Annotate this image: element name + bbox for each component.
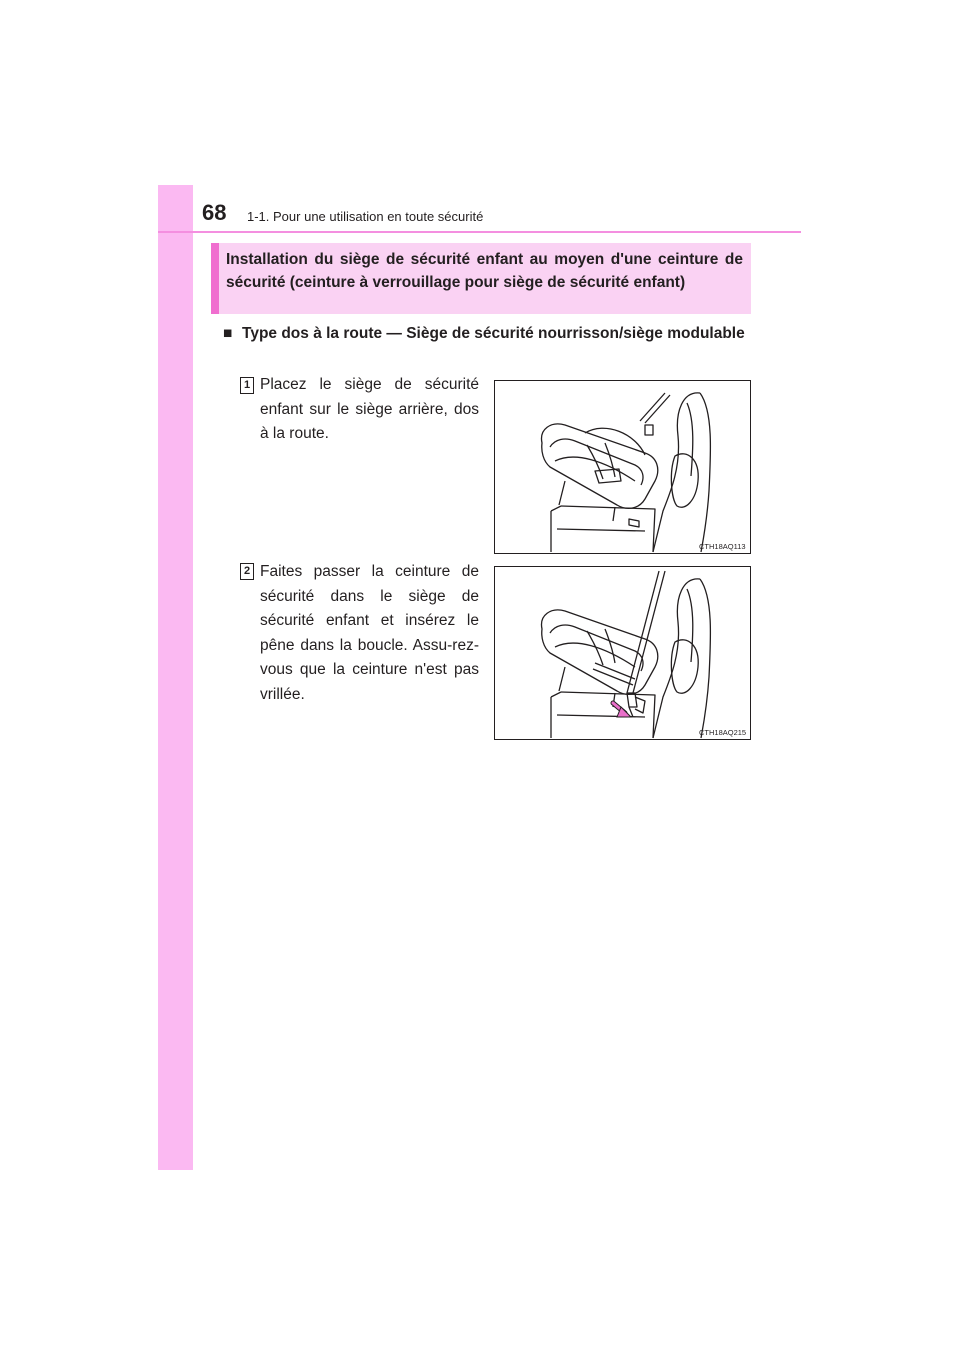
figure-1-code: CTH18AQ113 [699,542,746,551]
section-title: Installation du siège de sécurité enfant au moyen d'une ceinture de sécurité (ceinture à verrouillage pour siège de sécurité enfant) [226,251,743,291]
step-2-text: Faites passer la ceinture de sécurité dans le siège de sécurité enfant et insérez le pêne dans la boucle. Assu-rez-vous que la ceinture n'est pas vrillée. [260,563,479,703]
sub-heading [223,322,745,346]
side-tab [158,185,193,1170]
page-number: 68 [202,200,227,225]
step-1-number: 1 [240,377,254,394]
section-title-box [211,243,751,314]
step-1-text: Placez le siège de sécurité enfant sur le siège arrière, dos à la route. [260,376,479,442]
header-rule [158,231,801,233]
rear-facing-seat-illustration [495,381,750,553]
belt-routing-illustration [495,567,750,739]
step-2-number: 2 [240,563,254,580]
figure-2-code: CTH18AQ215 [699,728,747,737]
running-header: 1-1. Pour une utilisation en toute sécurité [247,209,484,224]
square-bullet-icon: ■ [223,325,233,342]
figure-step-2 [494,566,751,740]
figure-step-1 [494,380,751,554]
sub-heading-text: Type dos à la route — Siège de sécurité nourrisson/siège modulable [242,325,745,342]
